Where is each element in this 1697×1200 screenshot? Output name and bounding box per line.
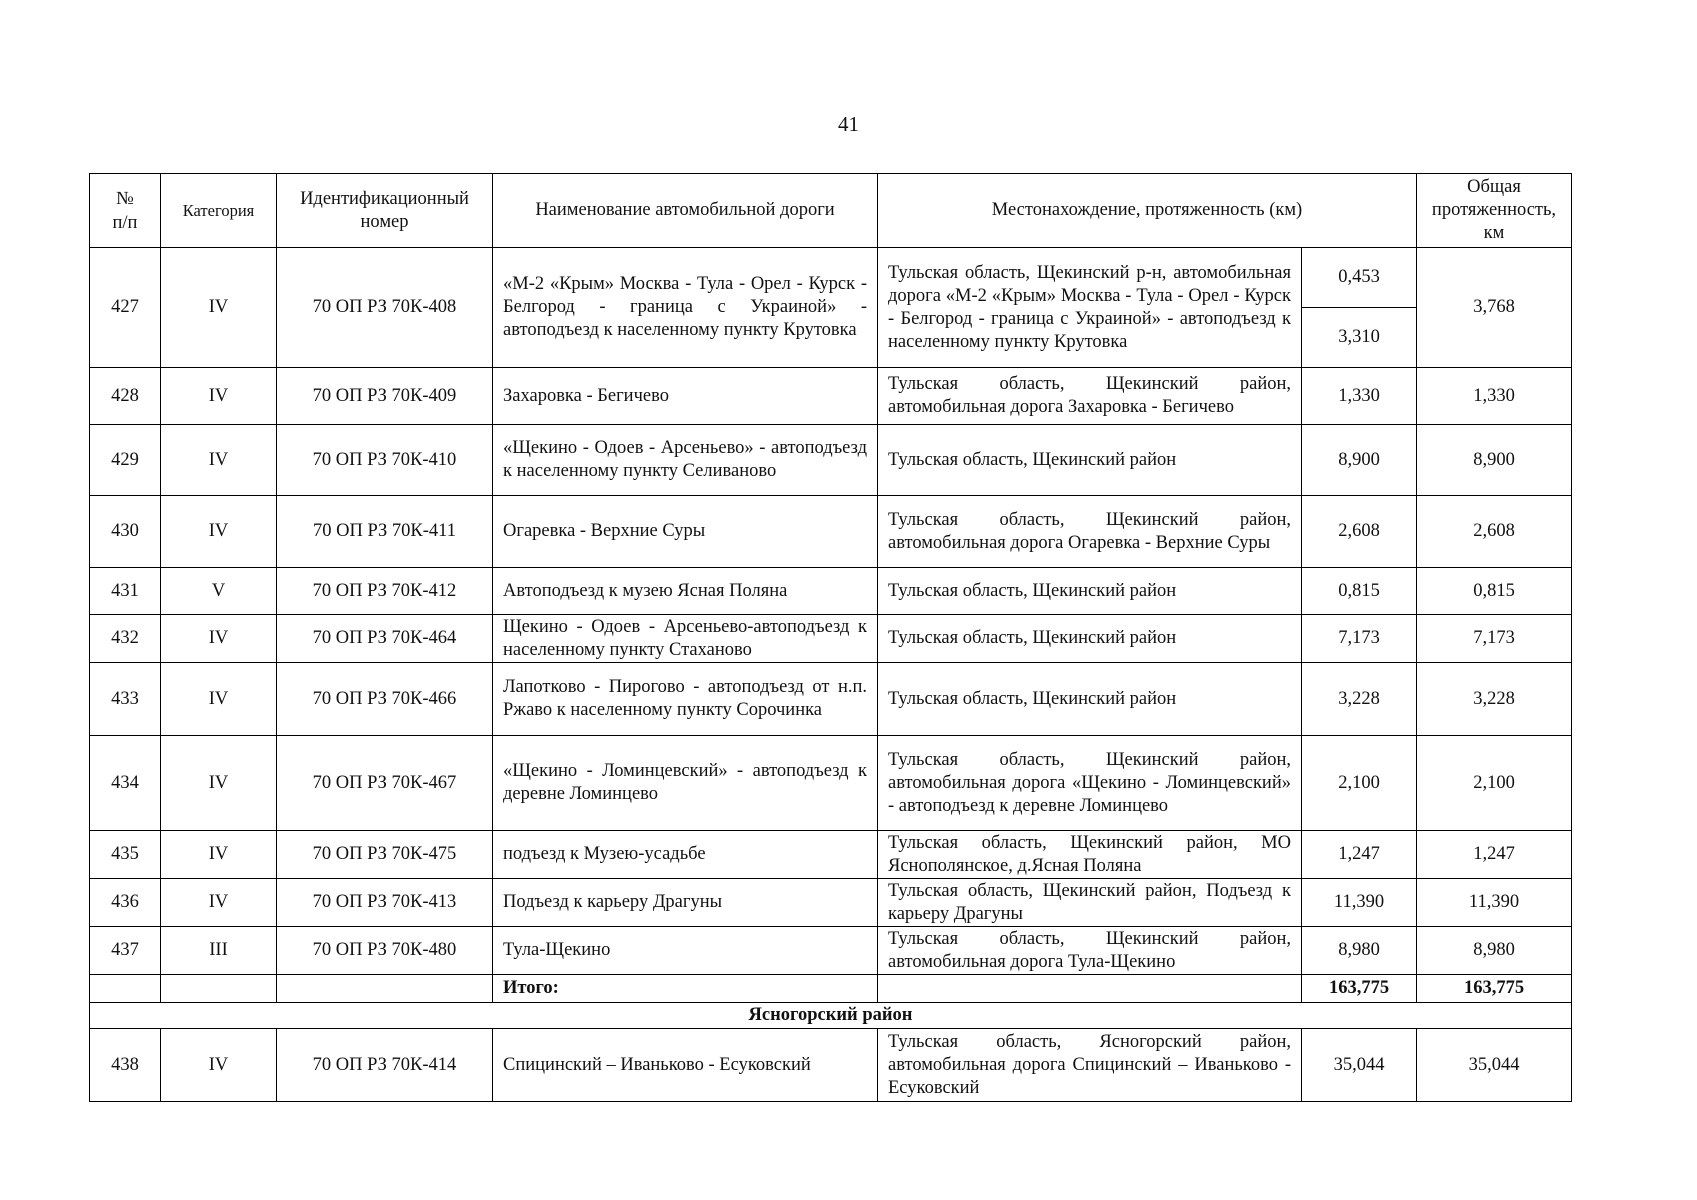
section-row [90, 1003, 1572, 1029]
table-row [90, 831, 1572, 879]
cell-name: «Щекино - Ломинцевский» - автоподъезд к деревне Ломинцево [493, 736, 878, 831]
cell-empty [277, 975, 493, 1003]
section-title: Ясногорский район [90, 1003, 1572, 1029]
cell-length: 1,330 [1302, 368, 1417, 425]
cell-location: Тульская область, Щекинский район [878, 425, 1302, 496]
cell-length: 0,815 [1302, 568, 1417, 615]
cell-category: IV [161, 425, 277, 496]
cell-category: IV [161, 663, 277, 736]
cell-length: 2,608 [1302, 496, 1417, 568]
cell-name: Подъезд к карьеру Драгуны [493, 879, 878, 927]
cell-total: 1,247 [1417, 831, 1572, 879]
cell-id: 70 ОП РЗ 70К-466 [277, 663, 493, 736]
cell-total: 2,608 [1417, 496, 1572, 568]
cell-location: Тульская область, Щекинский район, автомобильная дорога Захаровка - Бегичево [878, 368, 1302, 425]
cell-length: 2,100 [1302, 736, 1417, 831]
total-label: Итого: [493, 975, 878, 1003]
cell-id: 70 ОП РЗ 70К-475 [277, 831, 493, 879]
cell-name: Щекино - Одоев - Арсеньево-автоподъезд к населенному пункту Стаханово [493, 615, 878, 663]
table-row [90, 663, 1572, 736]
cell-num: 436 [90, 879, 161, 927]
table-row [90, 615, 1572, 663]
cell-name: «Щекино - Одоев - Арсеньево» - автоподъезд к населенному пункту Селиваново [493, 425, 878, 496]
cell-total: 11,390 [1417, 879, 1572, 927]
cell-total: 3,768 [1417, 248, 1572, 368]
table-row [90, 248, 1572, 308]
header-num: № п/п [90, 174, 161, 248]
cell-num: 437 [90, 927, 161, 975]
header-category: Категория [161, 174, 277, 248]
cell-location: Тульская область, Щекинский район [878, 663, 1302, 736]
cell-name: Захаровка - Бегичево [493, 368, 878, 425]
cell-id: 70 ОП РЗ 70К-413 [277, 879, 493, 927]
cell-id: 70 ОП РЗ 70К-409 [277, 368, 493, 425]
cell-name: Огаревка - Верхние Суры [493, 496, 878, 568]
cell-total: 8,900 [1417, 425, 1572, 496]
cell-num: 429 [90, 425, 161, 496]
cell-num: 428 [90, 368, 161, 425]
cell-location: Тульская область, Щекинский район, МО Яснополянское, д.Ясная Поляна [878, 831, 1302, 879]
cell-total: 2,100 [1417, 736, 1572, 831]
cell-id: 70 ОП РЗ 70К-467 [277, 736, 493, 831]
cell-id: 70 ОП РЗ 70К-410 [277, 425, 493, 496]
cell-id: 70 ОП РЗ 70К-412 [277, 568, 493, 615]
cell-num: 430 [90, 496, 161, 568]
cell-id: 70 ОП РЗ 70К-480 [277, 927, 493, 975]
cell-name: подъезд к Музею-усадьбе [493, 831, 878, 879]
cell-name: Тула-Щекино [493, 927, 878, 975]
table-row [90, 496, 1572, 568]
cell-category: IV [161, 615, 277, 663]
cell-category: III [161, 927, 277, 975]
cell-location: Тульская область, Щекинский район, автомобильная дорога Огаревка - Верхние Суры [878, 496, 1302, 568]
header-total: Общая протяженность, км [1417, 174, 1572, 248]
cell-id: 70 ОП РЗ 70К-408 [277, 248, 493, 368]
cell-length: 7,173 [1302, 615, 1417, 663]
cell-length: 8,900 [1302, 425, 1417, 496]
cell-num: 434 [90, 736, 161, 831]
table-row [90, 736, 1572, 831]
cell-length: 35,044 [1302, 1029, 1417, 1102]
cell-category: IV [161, 736, 277, 831]
table-row [90, 568, 1572, 615]
header-location: Местонахождение, протяженность (км) [878, 174, 1417, 248]
cell-empty [878, 975, 1302, 1003]
table-header-row [90, 174, 1572, 248]
cell-category: IV [161, 368, 277, 425]
cell-length: 3,310 [1302, 308, 1417, 368]
cell-num: 433 [90, 663, 161, 736]
cell-num: 427 [90, 248, 161, 368]
table-row [90, 425, 1572, 496]
cell-length: 11,390 [1302, 879, 1417, 927]
cell-id: 70 ОП РЗ 70К-464 [277, 615, 493, 663]
cell-location: Тульская область, Щекинский район, автомобильная дорога «Щекино - Ломинцевский» - автоподъезд к деревне Ломинцево [878, 736, 1302, 831]
cell-location: Тульская область, Ясногорский район, автомобильная дорога Спицинский – Иваньково - Есуковский [878, 1029, 1302, 1102]
cell-length: 1,247 [1302, 831, 1417, 879]
header-name: Наименование автомобильной дороги [493, 174, 878, 248]
cell-total: 3,228 [1417, 663, 1572, 736]
cell-name: «М-2 «Крым» Москва - Тула - Орел - Курск - Белгород - граница с Украиной» - автоподъезд к населенному пункту Крутовка [493, 248, 878, 368]
cell-num: 432 [90, 615, 161, 663]
cell-total: 0,815 [1417, 568, 1572, 615]
cell-category: IV [161, 248, 277, 368]
total-length: 163,775 [1302, 975, 1417, 1003]
cell-category: IV [161, 1029, 277, 1102]
cell-name: Автоподъезд к музею Ясная Поляна [493, 568, 878, 615]
cell-total: 1,330 [1417, 368, 1572, 425]
table-row [90, 368, 1572, 425]
cell-length: 3,228 [1302, 663, 1417, 736]
table-row [90, 1029, 1572, 1102]
roads-table [89, 173, 1572, 1102]
table-row [90, 879, 1572, 927]
page-number: 41 [838, 112, 859, 136]
cell-empty [161, 975, 277, 1003]
cell-category: V [161, 568, 277, 615]
cell-total: 8,980 [1417, 927, 1572, 975]
cell-location: Тульская область, Щекинский район, автомобильная дорога Тула-Щекино [878, 927, 1302, 975]
cell-total: 35,044 [1417, 1029, 1572, 1102]
cell-name: Спицинский – Иваньково - Есуковский [493, 1029, 878, 1102]
cell-length: 8,980 [1302, 927, 1417, 975]
cell-length: 0,453 [1302, 248, 1417, 308]
cell-location: Тульская область, Щекинский район [878, 615, 1302, 663]
cell-category: IV [161, 831, 277, 879]
cell-location: Тульская область, Щекинский район, Подъезд к карьеру Драгуны [878, 879, 1302, 927]
cell-location: Тульская область, Щекинский р-н, автомобильная дорога «М-2 «Крым» Москва - Тула - Орел - Курск - Белгород - граница с Украиной» - автоподъезд к населенному пункту Крутовка [878, 248, 1302, 368]
cell-num: 431 [90, 568, 161, 615]
cell-name: Лапотково - Пирогово - автоподъезд от н.п. Ржаво к населенному пункту Сорочинка [493, 663, 878, 736]
cell-location: Тульская область, Щекинский район [878, 568, 1302, 615]
table-row [90, 927, 1572, 975]
header-id: Идентификационный номер [277, 174, 493, 248]
cell-category: IV [161, 879, 277, 927]
cell-num: 435 [90, 831, 161, 879]
cell-id: 70 ОП РЗ 70К-411 [277, 496, 493, 568]
total-sum: 163,775 [1417, 975, 1572, 1003]
cell-empty [90, 975, 161, 1003]
cell-id: 70 ОП РЗ 70К-414 [277, 1029, 493, 1102]
cell-num: 438 [90, 1029, 161, 1102]
total-row [90, 975, 1572, 1003]
cell-total: 7,173 [1417, 615, 1572, 663]
cell-category: IV [161, 496, 277, 568]
